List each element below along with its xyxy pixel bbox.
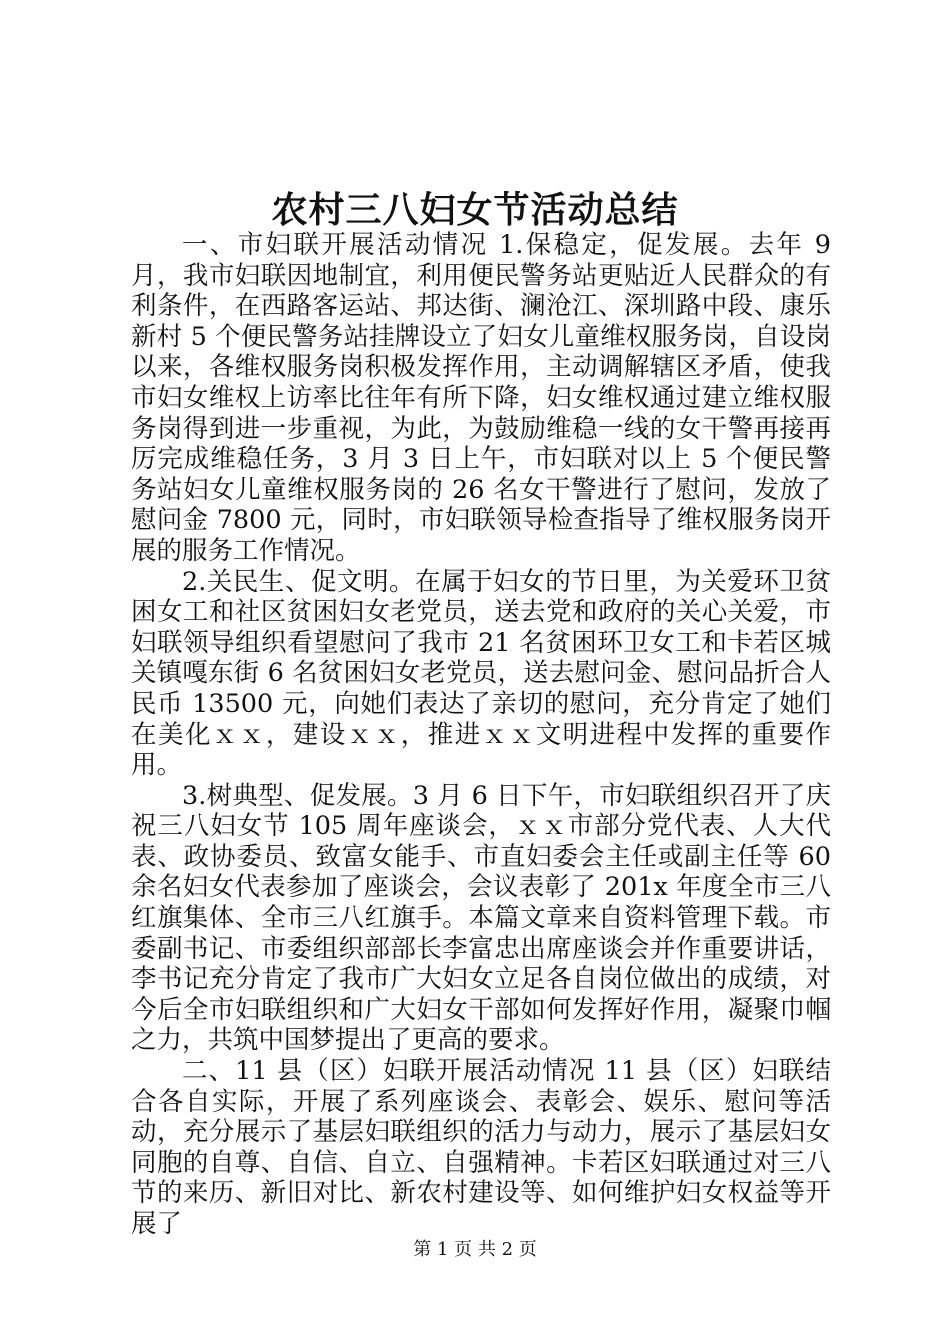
paragraph: 2.关民生、促文明。在属于妇女的节日里，为关爱环卫贫困女工和社区贫困妇女老党员，送去党和政府的关心关爱，市妇联领导组织看望慰问了我市 21 名贫困环卫女工和卡若区城关镇嘎东街 6 名贫困妇女老党员，送去慰问金、慰问品折合人民币 13500 元，向她们表达了亲切的慰问，充分肯定了她们在美化ｘｘ，建设ｘｘ，推进ｘｘ文明进程中发挥的重要作用。: [131, 566, 831, 781]
page-number-footer: 第 1 页 共 2 页: [413, 1239, 537, 1260]
paragraph: 3.树典型、促发展。3 月 6 日下午，市妇联组织召开了庆祝三八妇女节 105 周年座谈会，ｘｘ市部分党代表、人大代表、政协委员、致富女能手、市直妇委会主任或副主任等 60 余名妇女代表参加了座谈会，会议表彰了 201x 年度全市三八红旗集体、全市三八红旗手。本篇文章来自资料管理下载。市委副书记、市委组织部部长李富忠出席座谈会并作重要讲话，李书记充分肯定了我市广大妇女立足各自岗位做出的成绩，对今后全市妇联组织和广大妇女干部如何发挥好作用，凝聚巾帼之力，共筑中国梦提出了更高的要求。: [131, 780, 831, 1056]
document-title: 农村三八妇女节活动总结: [271, 189, 679, 231]
document-body: [131, 230, 831, 1240]
paragraph: 一、市妇联开展活动情况 1.保稳定，促发展。去年 9 月，我市妇联因地制宜，利用便民警务站更贴近人民群众的有利条件，在西路客运站、邦达街、澜沧江、深圳路中段、康乐新村 5 个便民警务站挂牌设立了妇女儿童维权服务岗，自设岗以来，各维权服务岗积极发挥作用，主动调解辖区矛盾，使我市妇女维权上访率比往年有所下降，妇女维权通过建立维权服务岗得到进一步重视，为此，为鼓励维稳一线的女干警再接再厉完成维稳任务，3 月 3 日上午，市妇联对以上 5 个便民警务站妇女儿童维权服务岗的 26 名女干警进行了慰问，发放了慰问金 7800 元，同时，市妇联领导检查指导了维权服务岗开展的服务工作情况。: [131, 230, 831, 566]
paragraph: 二、11 县（区）妇联开展活动情况 11 县（区）妇联结合各自实际，开展了系列座谈会、表彰会、娱乐、慰问等活动，充分展示了基层妇联组织的活力与动力，展示了基层妇女同胞的自尊、自信、自立、自强精神。卡若区妇联通过对三八节的来历、新旧对比、新农村建设等、如何维护妇女权益等开展了: [131, 1056, 831, 1239]
